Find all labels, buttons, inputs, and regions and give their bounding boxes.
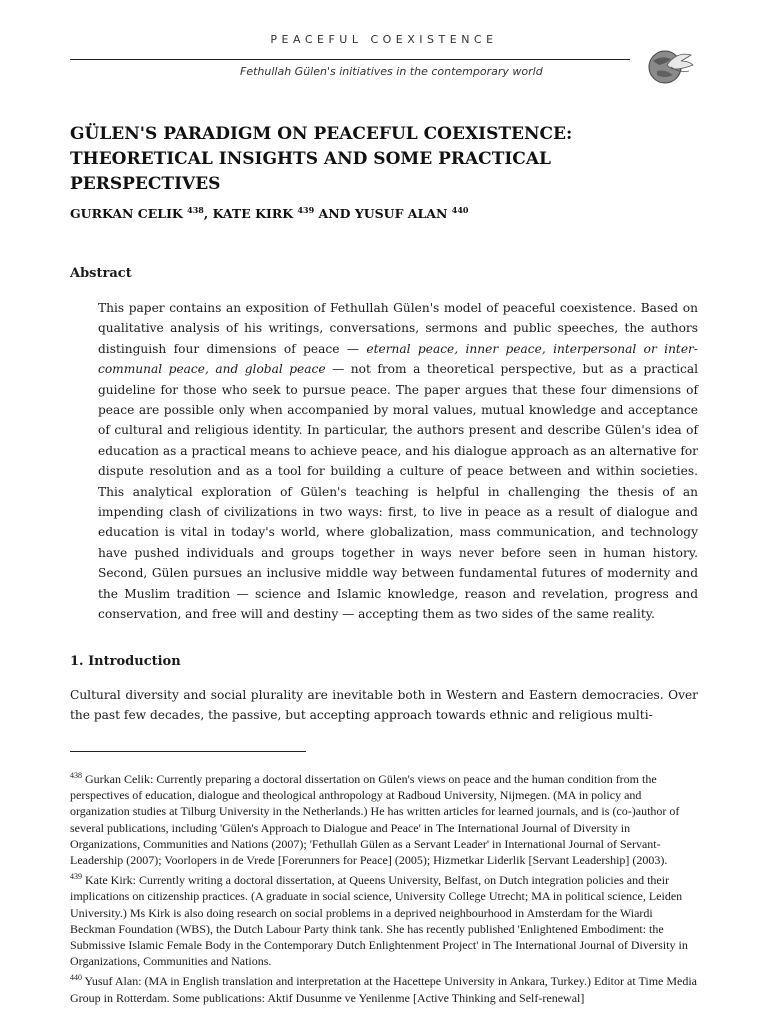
abstract-heading: Abstract <box>70 266 132 281</box>
footnote-number: 439 <box>70 872 82 882</box>
author-name: KATE KIRK <box>212 206 294 222</box>
author-line <box>70 205 468 221</box>
abstract-paragraph <box>98 298 698 625</box>
intro-paragraph: Cultural diversity and social plurality are inevitable both in Western and Eastern democracies. Over the past few decades, the passive, but accepting approach towards ethnic and religious multi- <box>70 688 698 723</box>
author-separator: AND <box>314 206 355 222</box>
footnote <box>70 869 698 969</box>
section-heading: 1. Introduction <box>70 654 181 669</box>
footnote <box>70 970 698 1005</box>
author-name: GURKAN CELIK <box>70 206 183 222</box>
footnote-number: 440 <box>70 973 82 983</box>
footnote-text: Gurkan Celik: Currently preparing a doctoral dissertation on Gülen's views on peace and the human condition from the perspectives of education, dialogue and theological anthropology at Radboud University, Nijmegen. (MA in policy and organization studies at Tilburg University in the Netherlands.) He has written articles for learned journals, and is (co-)author of several publications, including 'Gülen's Approach to Dialogue and Peace' in The International Journal of Diversity in Organizations, Communities and Nations (2007); 'Fethullah Gülen as a Servant Leader' in International Journal of Servant-Leadership (2007); Voorlopers in de Vrede [Forerunners for Peace] (2005); Hizmetkar Liderlik [Servant Leadership] (2003). <box>70 772 680 868</box>
abstract-text: This paper contains an exposition of Fethullah Gülen's model of peaceful coexistence. Based on qualitative analysis of his writings, conversations, sermons and public speeches, the authors distinguish four dimensions of peace — <box>98 301 698 356</box>
abstract-italic-text: eternal peace, inner peace, interpersonal or inter-communal peace, and global peace <box>98 341 698 377</box>
paper-title: GÜLEN'S PARADIGM ON PEACEFUL COEXISTENCE: THEORETICAL INSIGHTS AND SOME PRACTICAL PERSPECTIVES <box>70 124 573 194</box>
dove-globe-logo-icon <box>645 45 695 87</box>
abstract-text: — not from a theoretical perspective, but as a practical guideline for those who seek to pursue peace. The paper argues that these four dimensions of peace are possible only when accompanied by moral values, mutual knowledge and acceptance of cultural and religious identity. In particular, the authors present and describe Gülen's idea of education as a practical means to achieve peace, and his dialogue approach as an alternative for dispute resolution and as a tool for building a culture of peace between and within societies. This analytical exploration of Gülen's teaching is helpful in challenging the thesis of an impending clash of civilizations in two ways: first, to live in peace as a result of dialogue and education is vital in today's world, where globalization, mass communication, and technology have pushed individuals and groups together in ways never before seen in human history. Second, Gülen pursues an inclusive middle way between fundamental futures of modernity and the Muslim tradition — science and Islamic knowledge, reason and revelation, progress and conservation, and free will and destiny — accepting them as two sides of the same reality. <box>98 362 698 622</box>
footnote-text: Kate Kirk: Currently writing a doctoral dissertation, at Queens University, Belfast, on Dutch integration policies and their implications on citizenship practices. (A graduate in social science, University College Utrecht; MA in political science, Leiden University.) Ms Kirk is also doing research on social problems in a deprived neighbourhood in Amsterdam for the Wiardi Beckman Foundation (WBS), the Dutch Labour Party think tank. She has recently published 'Enlightened Embodiment: the Submissive Islamic Female Body in the Contemporary Dutch Enlightenment Project' in The International Journal of Diversity in Organizations, Communities and Nations. <box>70 873 688 969</box>
header-rule <box>70 59 630 60</box>
footnote-ref: 440 <box>451 205 469 215</box>
footnote-rule <box>70 751 306 752</box>
footnote-ref: 438 <box>187 205 204 215</box>
footnotes <box>70 768 698 1007</box>
running-header-subtitle: Fethullah Gülen's initiatives in the contemporary world <box>240 65 543 78</box>
author-separator: , <box>203 206 213 222</box>
footnote-text: Yusuf Alan: (MA in English translation and interpretation at the Hacettepe University in Ankara, Turkey.) Editor at Time Media Group in Rotterdam. Some publications: Aktif Dusunme ve Yenilenme [Active Thinking and Self-renewal] <box>70 974 698 1005</box>
author-name: YUSUF ALAN <box>354 206 448 222</box>
footnote-ref: 439 <box>297 205 315 215</box>
footnote-number: 438 <box>70 771 82 780</box>
footnote <box>70 768 698 868</box>
running-header-title: PEACEFUL COEXISTENCE <box>270 33 498 46</box>
